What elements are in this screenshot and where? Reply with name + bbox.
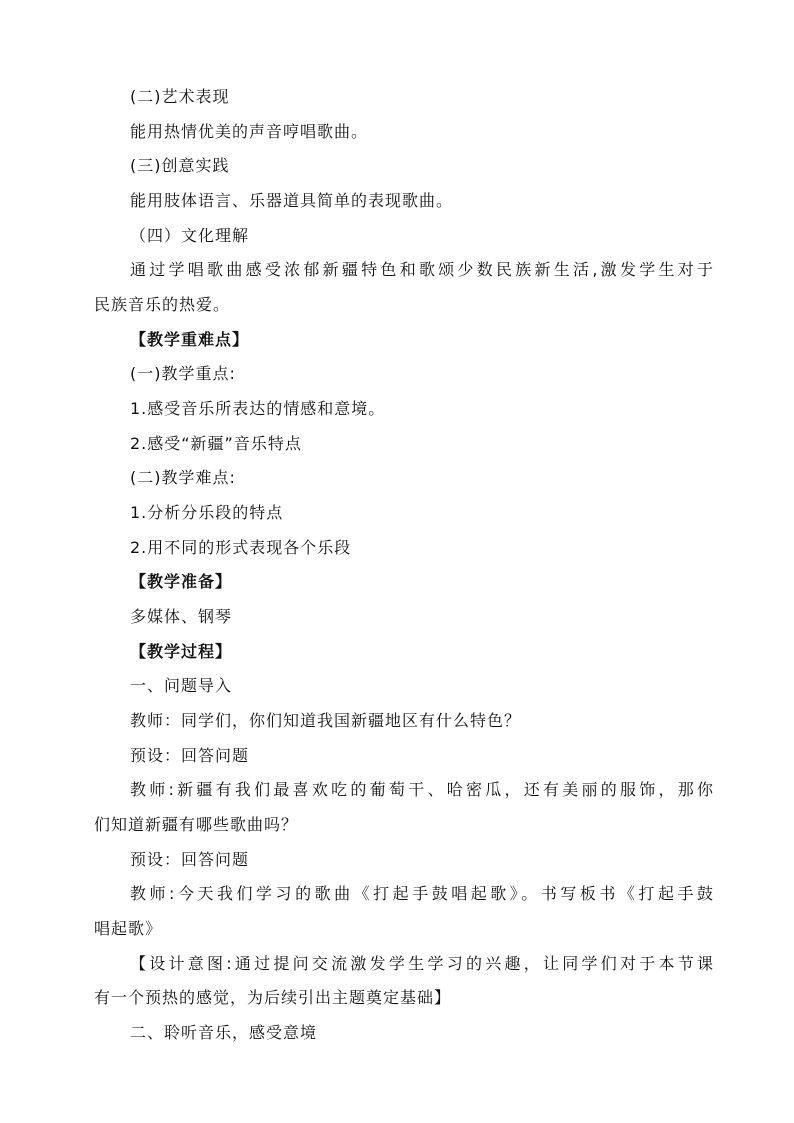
subsection-heading-difficult-points: (二)教学难点:	[130, 468, 236, 487]
subsection-heading-key-points: (一)教学重点:	[130, 364, 236, 383]
subsection-heading-question-intro: 一、问题导入	[130, 676, 233, 695]
subsection-heading-cultural-understanding: （四）文化理解	[130, 226, 250, 245]
paragraph-line: 民族音乐的热爱。	[94, 295, 231, 314]
list-item: 1.感受音乐所表达的情感和意境。	[130, 399, 386, 418]
paragraph-line: 能用肢体语言、乐器道具简单的表现歌曲。	[130, 191, 454, 210]
list-item: 1.分析分乐段的特点	[130, 503, 284, 522]
paragraph-line: 唱起歌》	[94, 919, 163, 938]
section-heading-process: 【教学过程】	[130, 642, 233, 661]
paragraph-line: 们知道新疆有哪些歌曲吗？	[94, 815, 299, 834]
subsection-heading-listening: 二、聆听音乐，感受意境	[130, 1023, 318, 1042]
paragraph-line: 预设：回答问题	[130, 850, 250, 869]
paragraph-line: 多媒体、钢琴	[130, 607, 233, 626]
paragraph-line: 有一个预热的感觉，为后续引出主题奠定基础】	[94, 988, 452, 1007]
paragraph-line: 教师：同学们，你们知道我国新疆地区有什么特色？	[130, 711, 522, 730]
section-heading-preparation: 【教学准备】	[130, 572, 233, 591]
subsection-heading-creative-practice: (三)创意实践	[130, 156, 230, 175]
paragraph-line: 预设：回答问题	[130, 746, 250, 765]
section-heading-key-points: 【教学重难点】	[130, 330, 250, 349]
paragraph-line: 教师:今天我们学习的歌曲《打起手鼓唱起歌》。书写板书《打起手鼓	[130, 884, 714, 903]
paragraph-line: 【设计意图:通过提问交流激发学生学习的兴趣，让同学们对于本节课	[130, 954, 714, 973]
list-item: 2.用不同的形式表现各个乐段	[130, 538, 352, 557]
paragraph-line: 能用热情优美的声音哼唱歌曲。	[130, 122, 369, 141]
subsection-heading-art-expression: (二)艺术表现	[130, 87, 230, 106]
paragraph-line: 教师:新疆有我们最喜欢吃的葡萄干、哈密瓜，还有美丽的服饰，那你	[130, 780, 714, 799]
list-item: 2.感受“新疆”音乐特点	[130, 434, 302, 453]
paragraph-line: 通过学唱歌曲感受浓郁新疆特色和歌颂少数民族新生活,激发学生对于	[130, 260, 714, 279]
